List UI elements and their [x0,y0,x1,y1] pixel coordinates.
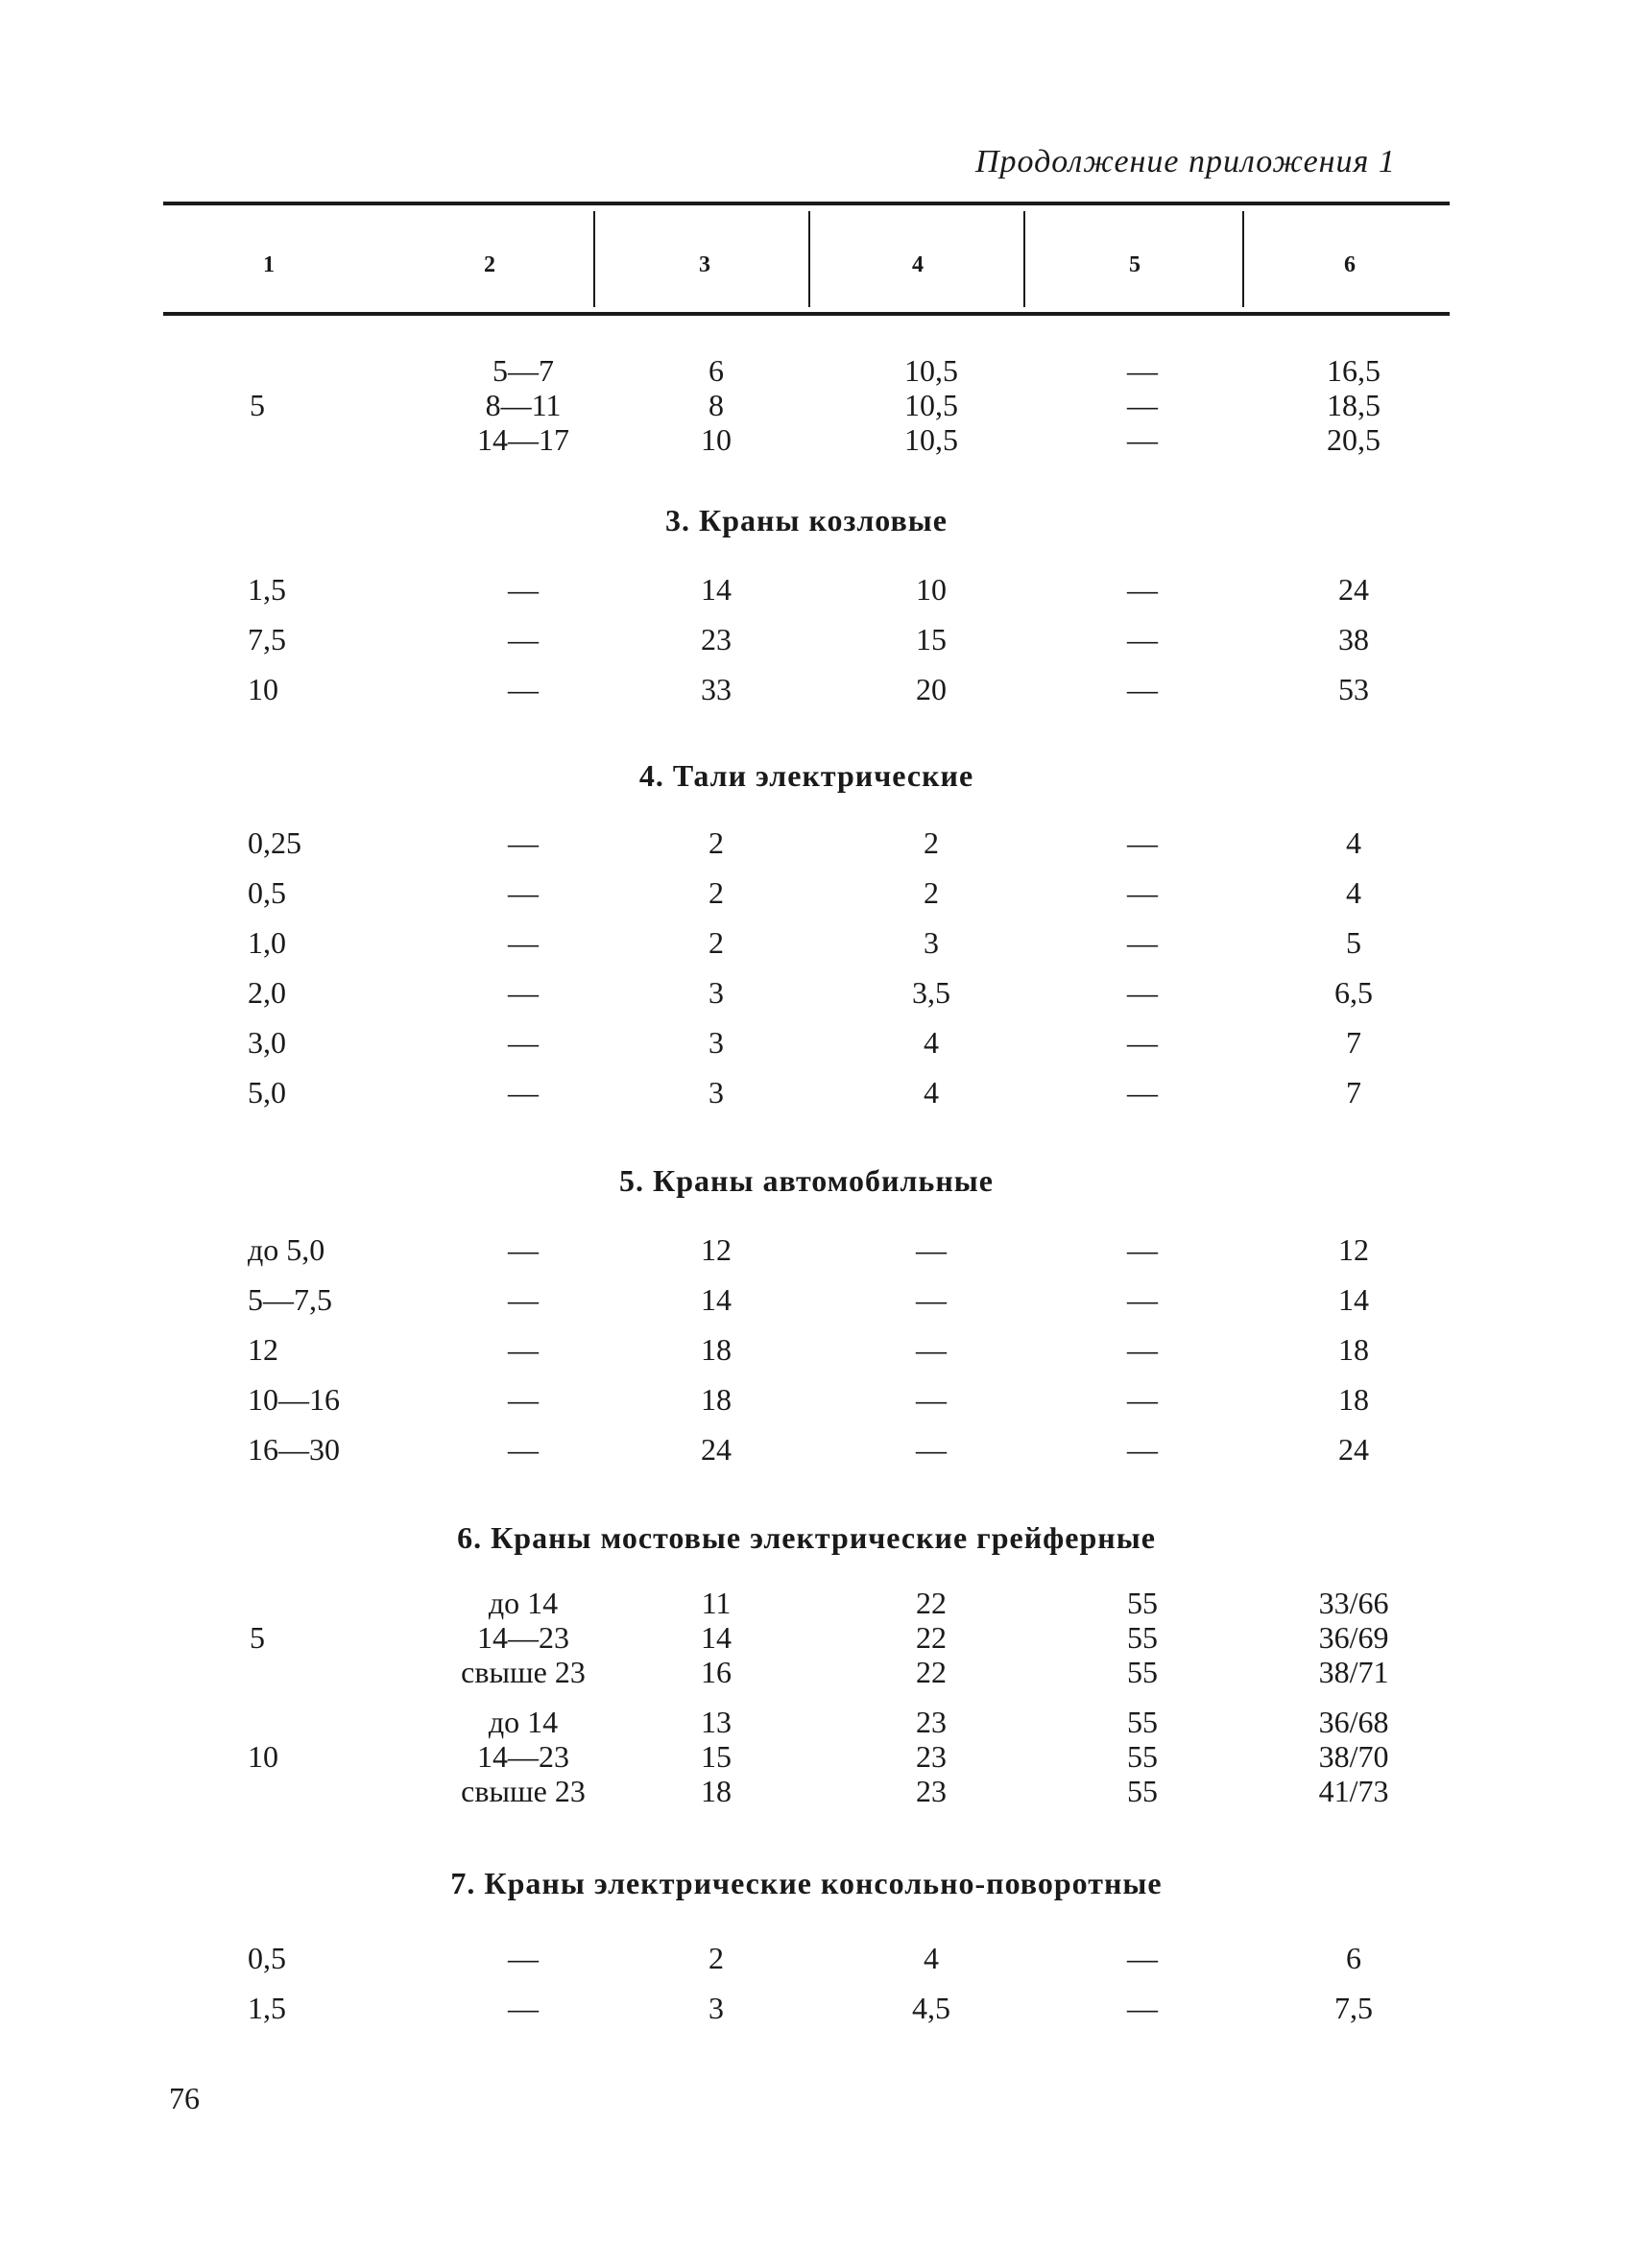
header-divider [808,211,810,307]
cell-col5: — [1127,422,1158,457]
cell-col3: 13 [701,1705,732,1739]
cell-col5: 55 [1127,1655,1158,1689]
cell-col1: 16—30 [248,1432,340,1467]
cell-col3: 11 [701,1586,732,1620]
cell-col5: 55 [1127,1739,1158,1774]
cell-col4: 23 [916,1739,947,1774]
cell-col4: 10,5 [904,388,958,422]
cell-col3: 6 [708,353,724,388]
cell-col1: 0,5 [248,875,286,910]
cell-col3: 15 [701,1739,732,1774]
cell-col5: — [1127,353,1158,388]
table-header-top-rule [163,202,1450,205]
cell-col2: до 14 [488,1586,559,1620]
cell-col1: 10 [248,672,278,706]
table-header-bottom-rule [163,312,1450,316]
header-divider [593,211,595,307]
cell-col3: 18 [701,1774,732,1808]
cell-col4: 23 [916,1774,947,1808]
cell-col4: 22 [916,1586,947,1620]
cell-col2: 14—23 [477,1620,569,1655]
cell-col2: 14—23 [477,1739,569,1774]
header-divider [1242,211,1244,307]
column-header: 6 [1344,252,1356,277]
cell-col1: 1,5 [248,572,286,607]
cell-col4: 22 [916,1655,947,1689]
cell-col2: 5—7 [492,353,554,388]
page-header: Продолжение приложения 1 [975,144,1396,179]
header-divider [1023,211,1025,307]
cell-col3: 8 [708,388,724,422]
cell-col4: 22 [916,1620,947,1655]
cell-col1: 1,5 [248,1991,286,2025]
cell-col1: 7,5 [248,622,286,657]
cell-col4: 10,5 [904,422,958,457]
cell-col3: 10 [701,422,732,457]
cell-col1: 5—7,5 [248,1282,332,1317]
cell-col6: 36/68 [1318,1705,1389,1739]
cell-col5: 55 [1127,1620,1158,1655]
cell-col6: 36/69 [1318,1620,1389,1655]
cell-col5: 55 [1127,1586,1158,1620]
cell-col5: — [1127,388,1158,422]
section-title: 3. Краны козловые [665,503,948,537]
cell-col1: 10—16 [248,1382,340,1417]
cell-col1: до 5,0 [248,1232,325,1267]
cell-col4: 10,5 [904,353,958,388]
page-number: 76 [169,2081,200,2115]
section-title: 7. Краны электрические консольно-поворотные [450,1866,1163,1900]
section-title: 4. Тали электрические [638,758,974,793]
cell-col6: 16,5 [1327,353,1381,388]
cell-col1: 3,0 [248,1025,286,1060]
cell-col2: до 14 [488,1705,559,1739]
section-title: 5. Краны автомобильные [619,1163,994,1198]
cell-col6: 38/70 [1318,1739,1389,1774]
cell-col4: 23 [916,1705,947,1739]
cell-col2: свыше 23 [461,1774,586,1808]
cell-col2: свыше 23 [461,1655,586,1689]
cell-col6: 38/71 [1318,1655,1389,1689]
cell-col1: 5,0 [248,1075,286,1110]
cell-col2: 8—11 [485,388,562,422]
cell-col1: 2,0 [248,975,286,1010]
cell-col1: 0,5 [248,1941,286,1975]
cell-col3: 14 [701,1620,732,1655]
cell-col6: 33/66 [1318,1586,1389,1620]
section-title: 6. Краны мостовые электрические грейферные [457,1520,1156,1555]
cell-col6: 41/73 [1318,1774,1389,1808]
cell-col1: 12 [248,1332,278,1367]
column-header: 1 [263,252,275,277]
cell-col1: 5 [250,388,265,422]
cell-col6: 20,5 [1327,422,1381,457]
cell-col1: 5 [250,1620,265,1655]
cell-col1: 1,0 [248,925,286,960]
cell-col2: 14—17 [477,422,569,457]
column-header: 4 [912,252,924,277]
cell-col5: 55 [1127,1774,1158,1808]
cell-col1: 10 [248,1739,278,1774]
column-header: 2 [484,252,495,277]
cell-col5: 55 [1127,1705,1158,1739]
cell-col1: 0,25 [248,825,301,860]
column-header: 5 [1129,252,1141,277]
cell-col3: 16 [701,1655,732,1689]
column-header: 3 [699,252,710,277]
cell-col6: 18,5 [1327,388,1381,422]
